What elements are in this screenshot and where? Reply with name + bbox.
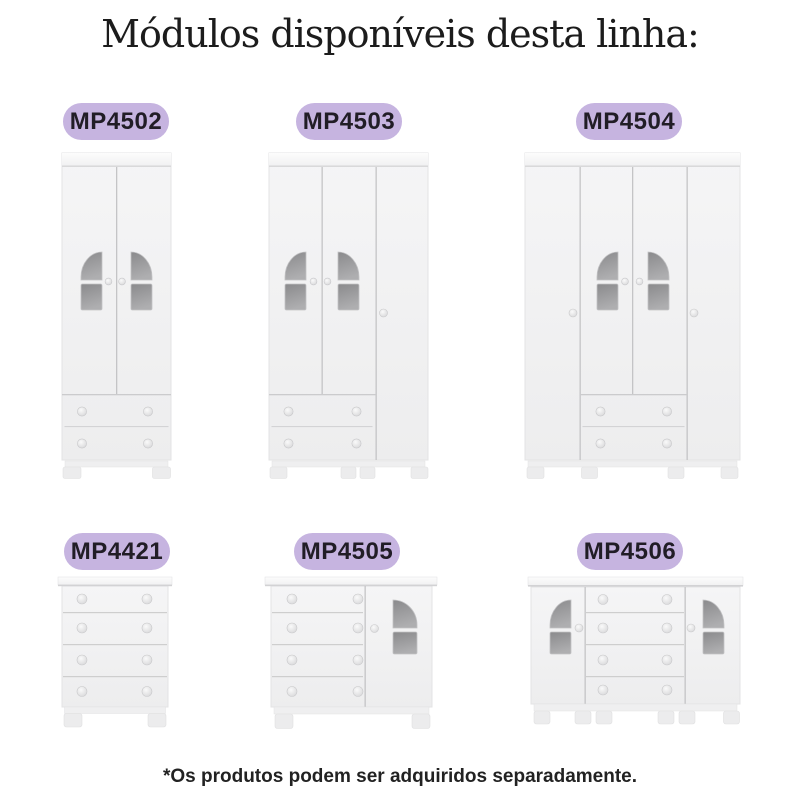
top-board (528, 577, 743, 586)
drawer-top-line (580, 394, 687, 395)
drawer-knob (662, 655, 672, 665)
door-knob (371, 625, 379, 633)
drawer-knob (143, 439, 152, 448)
drawer-knob (143, 407, 152, 416)
drawer-knob (284, 439, 293, 448)
foot (63, 467, 81, 479)
mp4506-illustration (522, 572, 747, 734)
window-lower-pane (285, 284, 306, 310)
window-lower-pane (393, 632, 417, 654)
foot (724, 711, 740, 724)
mp4504-illustration (519, 150, 745, 484)
drawer-knob (77, 407, 86, 416)
drawer-knob (598, 595, 608, 605)
base-apron (534, 704, 737, 711)
foot (596, 711, 612, 724)
base-apron (272, 461, 425, 467)
drawer-line (272, 612, 363, 613)
drawer-line (63, 612, 167, 613)
mp4502-illustration (56, 150, 178, 484)
top-board-edge (62, 166, 171, 167)
top-board (58, 577, 172, 585)
top-board-edge (269, 166, 428, 167)
door-knob (569, 309, 577, 317)
drawer-top-line (62, 394, 171, 395)
drawer-line (272, 676, 363, 677)
drawer-knob (662, 595, 672, 605)
window-lower-pane (550, 632, 571, 654)
drawer-knob (77, 655, 87, 665)
top-board (269, 153, 428, 166)
drawer-divider-line (65, 426, 169, 427)
door-knob (690, 309, 698, 317)
drawer-knob (142, 594, 152, 604)
base-apron (528, 461, 737, 467)
drawer-knob (77, 623, 87, 633)
door-divider (322, 167, 323, 394)
drawer-knob (353, 655, 363, 665)
top-board (525, 153, 740, 166)
page-title: Módulos disponíveis desta linha: (101, 12, 699, 56)
module-badge-mp4421: MP4421 (64, 533, 170, 570)
drawer-knob (353, 594, 363, 604)
foot (721, 467, 738, 479)
drawer-knob (598, 623, 608, 633)
door-divider (580, 167, 581, 460)
drawer-knob (287, 594, 297, 604)
footnote: *Os produtos podem ser adquiridos separadamente. (162, 766, 638, 787)
top-board (265, 577, 437, 585)
drawer-knob (77, 439, 86, 448)
door-divider (585, 587, 586, 704)
door-divider (365, 586, 366, 707)
drawer-top-line (269, 394, 376, 395)
foot (575, 711, 591, 724)
mp4503-illustration (263, 150, 435, 484)
drawer-knob (77, 594, 87, 604)
drawer-line (586, 676, 684, 677)
door-divider (116, 167, 117, 394)
foot (668, 467, 684, 479)
top-board-edge (525, 166, 740, 167)
foot (679, 711, 695, 724)
drawer-knob (353, 623, 363, 633)
door-knob (575, 624, 583, 632)
base-apron (65, 707, 166, 714)
drawer-knob (142, 687, 152, 697)
module-badge-mp4503: MP4503 (296, 103, 402, 140)
drawer-knob (662, 685, 672, 695)
drawer-line (272, 644, 363, 645)
foot (275, 714, 293, 729)
foot (582, 467, 598, 479)
drawer-knob (352, 439, 361, 448)
top-board (62, 153, 171, 166)
drawer-divider-line (583, 426, 685, 427)
module-badge-mp4502: MP4502 (63, 103, 169, 140)
drawer-knob (598, 655, 608, 665)
drawer-line (63, 676, 167, 677)
foot (412, 714, 430, 729)
drawer-knob (352, 407, 361, 416)
top-board-edge (58, 585, 172, 587)
drawer-line (63, 644, 167, 645)
door-knob (105, 278, 112, 285)
drawer-knob (596, 407, 605, 416)
foot (411, 467, 428, 479)
foot (153, 467, 171, 479)
window-lower-pane (338, 284, 359, 310)
window-lower-pane (131, 284, 152, 310)
drawer-knob (284, 407, 293, 416)
drawer-knob (287, 687, 297, 697)
module-badge-mp4506: MP4506 (577, 533, 683, 570)
window-lower-pane (81, 284, 102, 310)
foot (148, 714, 166, 728)
foot (658, 711, 674, 724)
drawer-knob (142, 655, 152, 665)
door-divider (632, 167, 633, 394)
drawer-knob (596, 439, 605, 448)
drawer-knob (287, 655, 297, 665)
drawer-line (586, 612, 684, 613)
drawer-knob (142, 623, 152, 633)
door-knob (310, 278, 317, 285)
window-lower-pane (703, 632, 724, 654)
door-knob (324, 278, 331, 285)
door-knob (380, 309, 388, 317)
foot (341, 467, 356, 479)
base-apron (274, 707, 429, 714)
window-lower-pane (597, 284, 618, 310)
drawer-knob (662, 407, 671, 416)
door-knob (636, 278, 643, 285)
base-apron (65, 461, 168, 467)
drawer-knob (662, 623, 672, 633)
door-knob (687, 624, 695, 632)
top-board-edge (528, 585, 743, 587)
foot (527, 467, 544, 479)
window-lower-pane (648, 284, 669, 310)
door-divider (685, 587, 686, 704)
foot (360, 467, 375, 479)
door-divider (376, 167, 377, 460)
door-knob (622, 278, 629, 285)
top-board-edge (265, 585, 437, 587)
module-badge-mp4505: MP4505 (294, 533, 400, 570)
module-badge-mp4504: MP4504 (576, 103, 682, 140)
drawer-knob (353, 687, 363, 697)
door-divider (687, 167, 688, 460)
drawer-divider-line (272, 426, 373, 427)
drawer-knob (598, 685, 608, 695)
mp4421-illustration (52, 572, 178, 734)
foot (534, 711, 550, 724)
foot (270, 467, 287, 479)
drawer-line (586, 644, 684, 645)
mp4505-illustration (259, 572, 441, 736)
drawer-knob (287, 623, 297, 633)
foot (64, 714, 82, 728)
drawer-knob (77, 687, 87, 697)
door-knob (119, 278, 126, 285)
drawer-knob (662, 439, 671, 448)
